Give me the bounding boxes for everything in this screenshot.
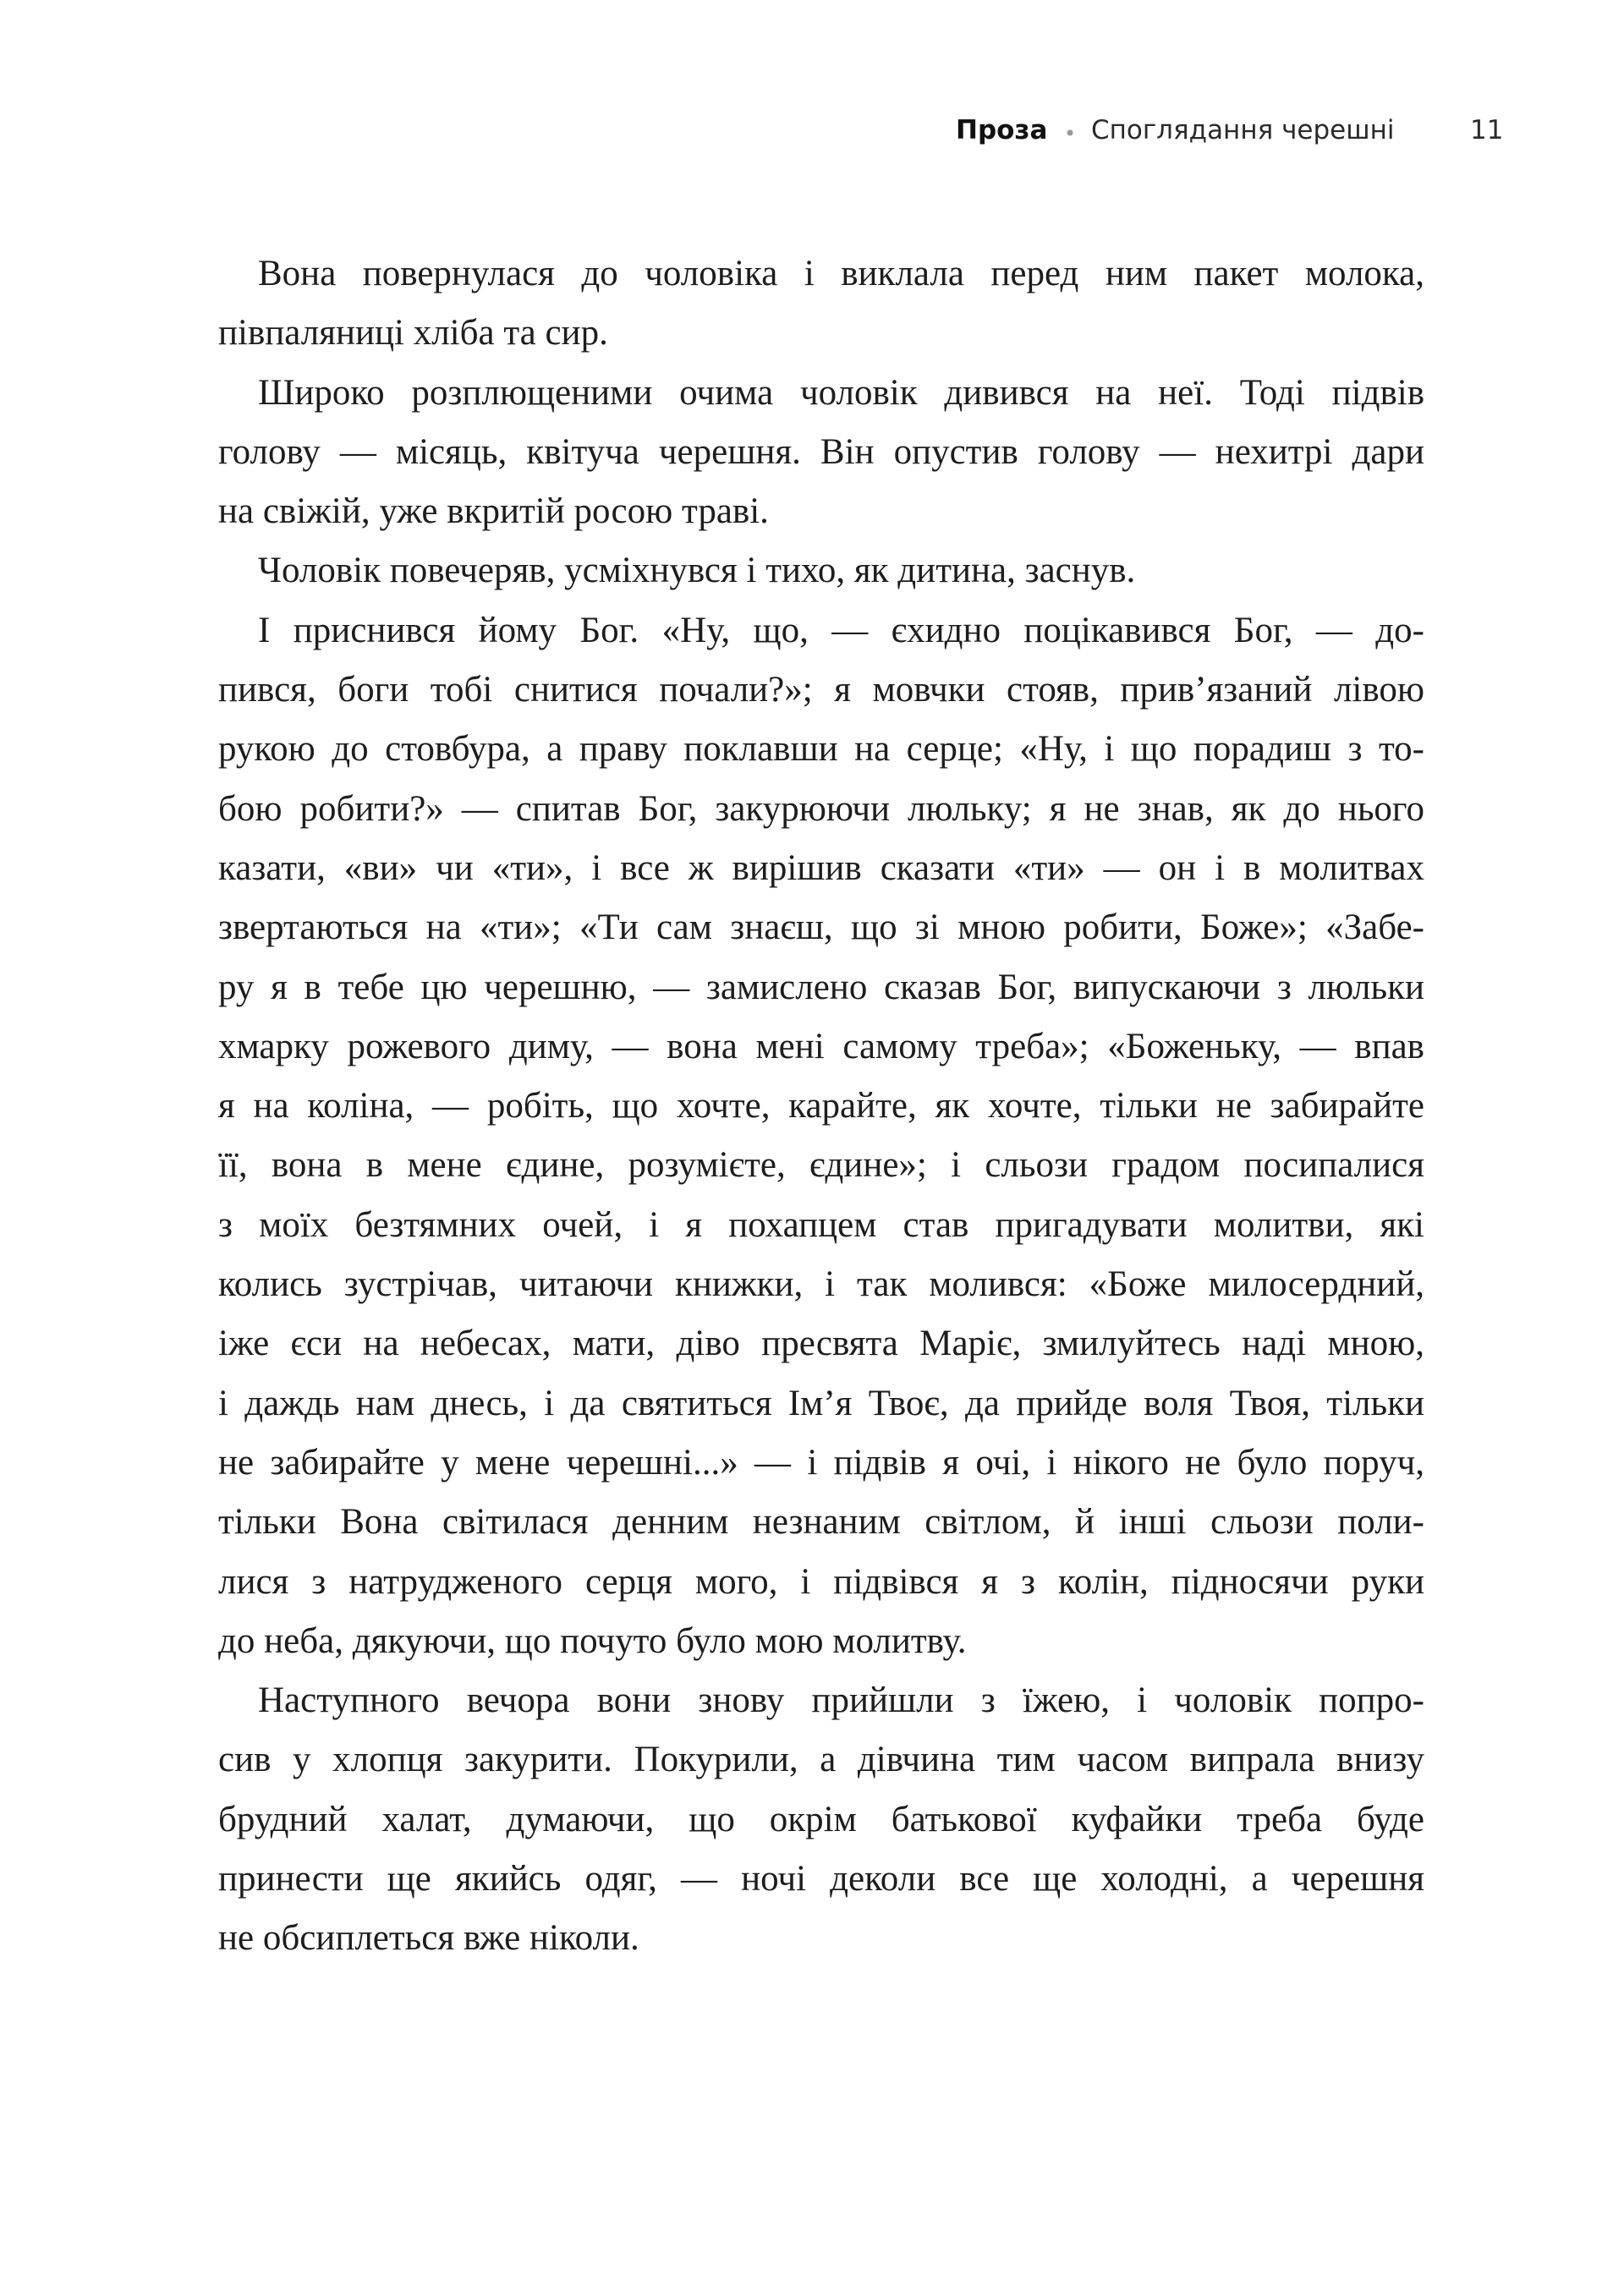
text-line: не забирайте у мене черешні...» — і підвів я очі, і нікого не було поруч,	[218, 1442, 1424, 1483]
text-line: Широко розплющеними очима чоловік дивився на неї. Тоді підвів	[258, 372, 1424, 413]
text-line: і даждь нам днесь, і да святиться Ім’я Твоє, да прийде воля Твоя, тільки	[218, 1383, 1424, 1423]
text-line: колись зустрічав, читаючи книжки, і так молився: «Боже милосердний,	[218, 1264, 1424, 1305]
text-line: Вона повернулася до чоловіка і виклала перед ним пакет молока,	[258, 254, 1424, 293]
body-text	[218, 249, 1424, 1973]
text-line: на свіжій, уже вкритій росою траві.	[218, 491, 769, 532]
text-line: не обсиплеться вже ніколи.	[218, 1918, 639, 1959]
text-line: лися з натрудженого серця мого, і підвівся я з колін, підносячи руки	[218, 1561, 1424, 1602]
text-line: звертаються на «ти»; «Ти сам знаєш, що зі мною робити, Боже»; «Забе-	[218, 907, 1424, 948]
text-line: Наступного вечора вони знову прийшли з їжею, і чоловік попро-	[258, 1680, 1424, 1721]
text-line: до неба, дякуючи, що почуто було мою молитву.	[218, 1620, 967, 1661]
chapter-title: Споглядання черешні	[1091, 115, 1395, 145]
text-line: брудний халат, думаючи, що окрім батькової куфайки треба буде	[218, 1799, 1424, 1839]
section-name: Проза	[956, 115, 1048, 145]
running-header	[0, 115, 1624, 152]
text-line: І приснився йому Бог. «Ну, що, — єхидно поцікавився Бог, — до-	[258, 610, 1424, 650]
text-line: Чоловік повечеряв, усміхнувся і тихо, як дитина, заснув.	[258, 551, 1136, 591]
text-line: ру я в тебе цю черешню, — замислено сказав Бог, випускаючи з люльки	[218, 967, 1424, 1007]
text-line: рукою до стовбура, а праву поклавши на серце; «Ну, і що порадиш з то-	[218, 729, 1424, 770]
separator-dot: •	[1064, 122, 1077, 145]
page-number: 11	[1470, 115, 1504, 145]
text-line: голову — місяць, квітуча черешня. Він опустив голову — нехитрі дари	[218, 431, 1424, 472]
text-line: хмарку рожевого диму, — вона мені самому треба»; «Боженьку, — впав	[218, 1026, 1424, 1066]
text-line: іже єси на небесах, мати, діво пресвята Маріє, змилуйтесь наді мною,	[218, 1324, 1424, 1364]
text-line: принести ще якийсь одяг, — ночі деколи все ще холодні, а черешня	[218, 1859, 1424, 1900]
text-line: з моїх безтямних очей, і я похапцем став пригадувати молитви, які	[218, 1204, 1424, 1245]
text-line: сив у хлопця закурити. Покурили, а дівчина тим часом випрала внизу	[218, 1740, 1424, 1780]
text-line: півпаляниці хліба та сир.	[218, 313, 608, 354]
text-line: казати, «ви» чи «ти», і все ж вирішив сказати «ти» — он і в молитвах	[218, 847, 1424, 888]
text-line: я на коліна, — робіть, що хочте, карайте, як хочте, тільки не забирайте	[218, 1086, 1424, 1127]
text-line: бою робити?» — спитав Бог, закурюючи люльку; я не знав, як до нього	[218, 788, 1424, 829]
text-line: її, вона в мене єдине, розумієте, єдине»; і сльози градом посипалися	[218, 1145, 1424, 1186]
text-line: тільки Вона світилася денним незнаним світлом, й інші сльози поли-	[218, 1502, 1424, 1543]
text-line: пився, боги тобі снитися почали?»; я мовчки стояв, прив’язаний лівою	[218, 670, 1424, 710]
